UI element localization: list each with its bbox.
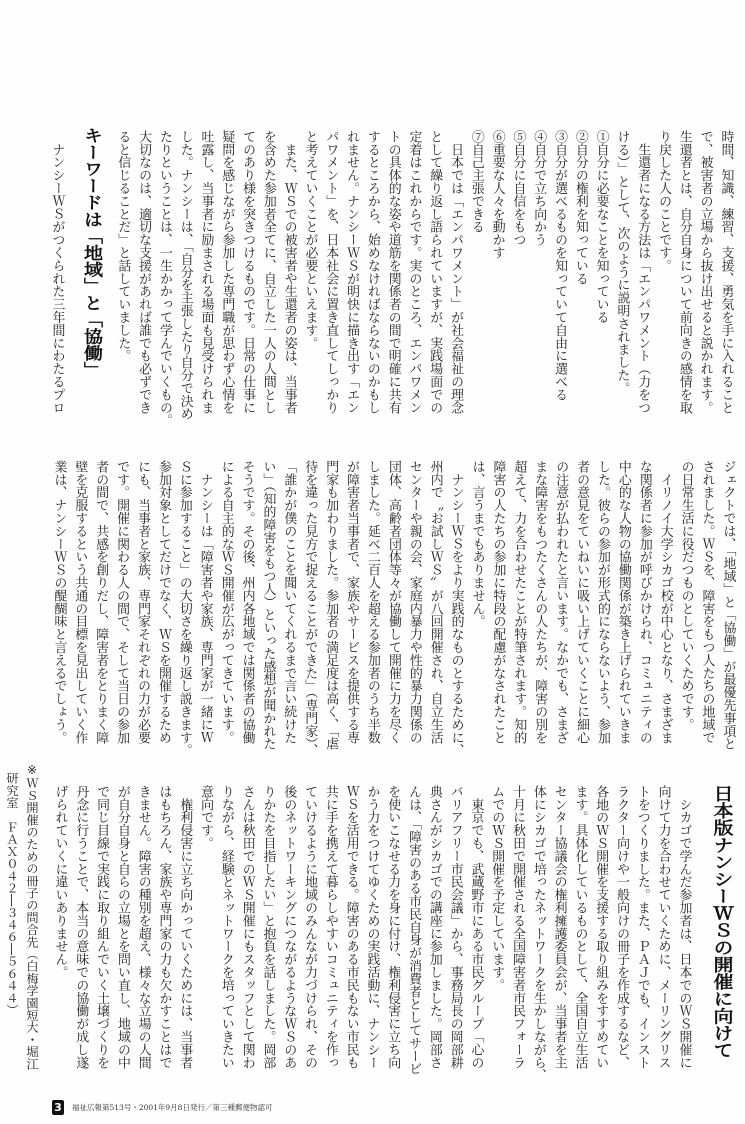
text-column: かう力をつけてゆくための実践活動に、ナンシー [364,785,380,1069]
text-column: ③自分が選べるものを知っていて自由に選べる [552,130,568,401]
text-column: 東京でも、武蔵野市にある市民グループ「心の [468,785,484,1069]
text-column: また、ＷＳでの被害者や生還者の姿は、当事者 [281,130,297,414]
text-column: 共に手を携えて暮らしやすいコミュニティを作っ [322,785,338,1069]
text-column: 超えて、力を合わせたことが特筆されます。知的 [511,460,527,744]
text-column: まな障害をもつたくさんの人たちが、障害の別を [532,460,548,744]
text-column: イリノイ大学シカゴ校が中心となり、さまざま [657,460,673,744]
text-column: を含めた参加者全てに、自立した一人の人間とし [260,130,276,414]
text-column: 権利侵害に立ち向かっていくためには、当事者 [177,785,193,1069]
section-heading-japan-ws: 日本版ナンシーＷＳの開催に向けて [710,785,734,1059]
text-column: にも、当事者と家族、専門家それぞれの力が必要 [135,460,151,744]
text-column: 待を違った見方で捉えることができた」（専門家）、 [302,460,318,757]
text-column: ける）」として、次のように説明されました。 [614,130,630,395]
text-column: 定着はこれからです。実のところ、エンパワメン [406,130,422,414]
text-column: さんは秋田でのＷＳ開催にもスタッフとして関わ [239,785,255,1069]
text-column: シカゴで学んだ参加者は、日本でのＷＳ開催に [676,785,692,1069]
text-column: 州内で〝お試しＷＳ〟が八回開催され、自立生活 [427,460,443,744]
text-column: バリアフリー市民会議」から、事務局長の岡部耕 [447,785,463,1069]
text-column: 団体、高齢者団体等々が協働して開催に力を尽く [385,460,401,744]
text-column: 「誰かが僕のことを聞いてくれるまで言い続けた [281,460,297,744]
publication-info: 福祉広報第513号・2001年9月8日発行／第三種郵便物認可 [72,1103,273,1112]
text-column: 者の意見をていねいに吸い上げていくことに細心 [574,460,590,744]
note-line: ※ＷＳ開催のための冊子の問合先（白梅学園短大・堀江 [25,763,39,1070]
text-column: ①自分に必要なことを知っている [593,130,609,324]
text-column: した。彼らの参加が形式的にならないよう、参加 [594,460,610,744]
text-column: ると信じることだ」と話していました。 [115,130,131,363]
page-number-badge: 3 [52,1100,64,1115]
text-column: ナンシーは「障害者や家族、専門家が一緒にＷ [197,460,213,744]
text-column: い」（知的障害をもつ人）といった感想が聞かれた [260,460,276,751]
text-column: てのあり様を突きつけるものです。日常の仕事に [240,130,256,414]
text-column: トの具体的な姿や道筋を関係者の間で明確に共有 [385,130,401,414]
text-column: りながら、経験とネットワークを培っていきたい [218,785,234,1069]
text-column: が障害者当事者で、家族やサービスを提供する専 [344,460,360,744]
text-column: 十月に秋田で開催される全国障害者市民フォーラ [510,785,526,1069]
text-block-upper [46,130,736,427]
text-column: 吐露し、当事者に励まされる場面も見受けられま [198,130,214,414]
text-column: の注意が払われたと言います。なかでも、さまざ [553,460,569,744]
text-column: で、被害者の立場から抜け出せると説かれます。 [697,130,713,414]
text-column: 壁を克服するという共通の目標を見出していく作 [72,460,88,744]
text-column: 後のネットワーキングにつながるようなＷＳのあ [281,785,297,1069]
text-column: するところから、始めなければならないのかもし [364,130,380,414]
text-column: は、言うまでもありません。 [469,460,485,628]
text-column: たりということは、一生かかって学んでいくもの。 [156,130,172,427]
text-column: ⑥重要な人々を動かす [489,130,505,259]
text-column: センターや親の会、家庭内暴力や性的暴力関係の [406,460,422,744]
text-column: り戻した人のことです。 [656,130,672,272]
text-column: はもちろん、家族や専門家の力も欠かすことはで [156,785,172,1069]
text-column: ⑦自己主張できる [468,130,484,234]
text-column: ます。具体化しているものとして、全国自立生活 [572,785,588,1069]
text-column: による自主的なＷＳ開催が広がってきています。 [218,460,234,744]
text-column: トをつくりました。また、ＰＡＪでも、インスト [634,785,650,1069]
text-column: ナンシーＷＳがつくられた三年間にわたるプロ [49,130,65,414]
text-column: 者の間で、共感を創りだし、障害者をとりまく障 [93,460,109,744]
text-column: そうです。その後、州内各地域では関係者の協働 [239,460,255,744]
note-line: 研究室 ＦＡＸ０４２―３４６―５６４４） [5,772,19,1016]
text-column: れません。ナンシーＷＳが明快に描き出す「エン [344,130,360,414]
text-column: 生還者になる方法は「エンパワメント（力をつ [635,130,651,414]
text-column: ②自分の権利を知っている [572,130,588,285]
text-column: ジェクトでは、「地域」と「協働」が最優先事項と [720,460,736,751]
section-heading-keywords: キーワードは「地域」と「協働」 [81,127,103,378]
text-column: ＷＳを活用できる。障害のある市民もない市民も [343,785,359,1069]
text-column: ムでのＷＳ開催を予定しています。 [489,785,505,992]
text-column: 日本では「エンパワメント」が社会福祉の理念 [448,130,464,414]
text-column: の日常生活に役だつものとしていくためです。 [678,460,694,731]
text-column: 業は、ナンシーＷＳの醍醐味と言えるでしょう。 [51,460,67,744]
text-column: りかたを目指したい」と抱負を話しました。岡部 [260,785,276,1069]
text-column: ⑤自分に自信をもつ [510,130,526,247]
text-column: と考えていくことが必要といえます。 [302,130,318,350]
text-column: 大切なのは、適切な支援があれば誰でも必ずでき [136,130,152,414]
text-column: した。ナンシーは、「自分を主張したり自分で決め [177,130,193,421]
text-column: んは、「障害のある市民自身が消費者としてサービ [406,785,422,1076]
booklet-inquiry-note [2,763,42,1070]
text-column: ④自分で立ち向かう [531,130,547,247]
text-column: 疑問を感じながら参加した専門職が思わず心情を [219,130,235,414]
text-column: 生還者とは、自分自身について前向きの感情を取 [676,130,692,414]
text-column: 意向です。 [198,785,214,850]
text-column: 門家も加わりました。参加者の満足度は高く、「虐 [323,460,339,751]
text-column: パワメント」を、日本社会に置き直してしっかり [323,130,339,414]
text-column: されました。ＷＳを、障害をもつ人たちの地域で [699,460,715,744]
text-column: を使いこなせる力を身に付け、権利侵害に立ち向 [385,785,401,1069]
text-column: 参加対象としてだけでなく、ＷＳを開催するため [155,460,171,744]
text-column: Ｓに参加すること」の大切さを繰り返し説きます。 [176,460,192,757]
text-block-lower [49,785,694,1082]
text-column: センター協議会の権利擁護委員会が、当事者を主 [551,785,567,1069]
text-column: で同じ目線で実践に取り組んでいく土壌づくりを [94,785,110,1069]
text-column: しました。延べ二百人を超える参加者のうち半数 [365,460,380,744]
text-column: ラクター向けや一般向けの冊子を作成するなど、 [614,785,630,1069]
text-column: が自分自身と自らの立場とを問い直し、地域の中 [114,785,130,1069]
text-column: な関係者に参加が呼びかけられ、コミュニティの [636,460,652,744]
text-column: 体にシカゴで培ったネットワークを生かしながら、 [530,785,546,1082]
text-column: 向けて力を合わせていくために、メーリングリス [655,785,671,1069]
text-column: 丹念に行うことで、本当の意味での協働が成し遂 [73,785,89,1069]
text-column: 障害の人たちの参加に特段の配慮がなされたこと [490,460,506,744]
text-block-middle [48,460,738,757]
text-column: 中心的な人物の協働関係が築き上げられていきま [615,460,631,744]
text-column: げられていくに違いありません。 [52,785,68,979]
text-column: きません。障害の種別を超え、様々な立場の人間 [135,785,151,1069]
text-column: ていけるように地域のみんなが力づけられ、その [302,785,318,1069]
text-column: 典さんがシカゴでの講座に参加しました。岡部さ [426,785,442,1069]
text-column: 各地のＷＳ開催を支援する取り組みをすすめてい [593,785,609,1069]
text-column: 時間、知識、練習、支援、勇気を手に入れること [718,130,734,414]
text-column: として繰り返し語られていますが、実践場面での [427,130,443,414]
text-column: です。開催に関わる人の間で、そして当日の参加 [114,460,130,744]
text-column: ナンシーＷＳをより実践的なものとするために、 [448,460,464,757]
